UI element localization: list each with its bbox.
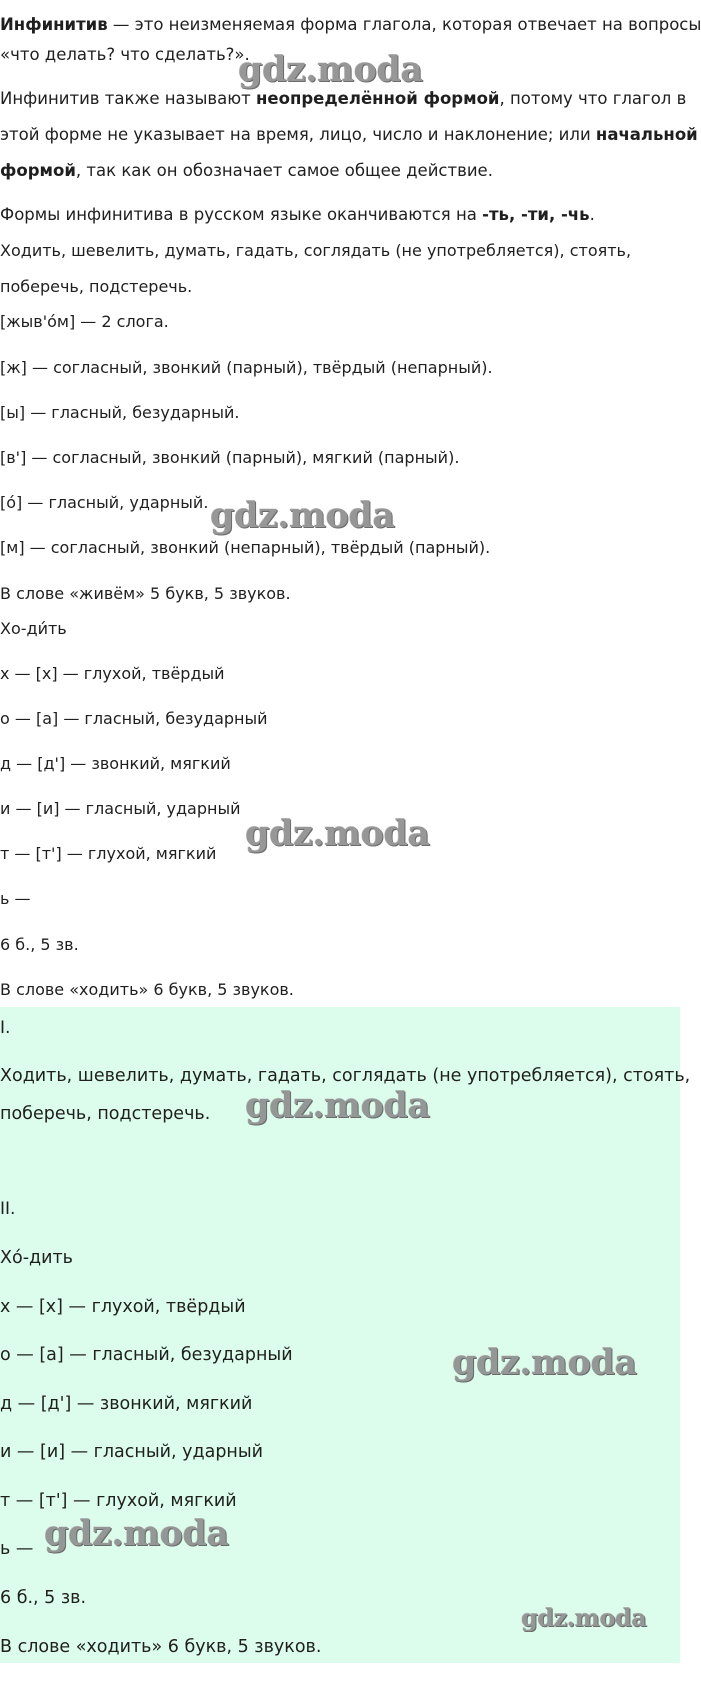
- heading-roman-1: I.: [0, 1018, 11, 1038]
- endings: -ть, -ти, -чь: [482, 205, 590, 224]
- term-indefinite-form: неопределённой формой: [256, 89, 500, 108]
- watermark: gdz.moda: [210, 495, 395, 536]
- watermark: gdz.moda: [44, 1513, 229, 1554]
- p2-text: , потому что глагол в: [499, 89, 687, 108]
- paragraph-2-line-3: [0, 163, 493, 180]
- p2-text: , так как он обозначает самое общее действие.: [75, 161, 493, 180]
- term-initial-b: формой: [0, 161, 76, 180]
- letter-line: и — [и] — гласный, ударный: [0, 1442, 264, 1462]
- verbs-line-1: Ходить, шевелить, думать, гадать, соглядать (не употребляется), стоять,: [0, 1066, 691, 1086]
- letter-line: о — [а] — гласный, безударный: [0, 709, 268, 728]
- letter-line: т — [т'] — глухой, мягкий: [0, 1491, 237, 1511]
- letter-line: х — [х] — глухой, твёрдый: [0, 664, 225, 683]
- verbs-line-2: поберечь, подстеречь.: [0, 1104, 211, 1124]
- count-line: 6 б., 5 зв.: [0, 1588, 87, 1608]
- letter-line: д — [д'] — звонкий, мягкий: [0, 1394, 253, 1414]
- watermark: gdz.moda: [238, 49, 423, 90]
- definition-line-2: «что делать? что сделать?».: [0, 45, 250, 64]
- sound-line: [ы] — гласный, безударный.: [0, 403, 240, 422]
- summary-line: В слове «живём» 5 букв, 5 звуков.: [0, 584, 291, 603]
- letter-line: х — [х] — глухой, твёрдый: [0, 1297, 246, 1317]
- sound-line: [о́] — гласный, ударный.: [0, 493, 209, 512]
- verbs-line-1: Ходить, шевелить, думать, гадать, соглядать (не употребляется), стоять,: [0, 241, 632, 260]
- verbs-line-2: поберечь, подстеречь.: [0, 277, 193, 296]
- term-initial-a: начальной: [595, 125, 698, 144]
- transcription: [жыв'о́м] — 2 слога.: [0, 312, 169, 331]
- definition-text: — это неизменяемая форма глагола, которая отвечает на вопросы: [107, 15, 701, 34]
- summary-line: В слове «ходить» 6 букв, 5 звуков.: [0, 1637, 322, 1657]
- heading-roman-2: II.: [0, 1199, 16, 1219]
- syllables: Хо́-дить: [0, 1248, 73, 1268]
- paragraph-3: [0, 207, 595, 224]
- watermark: gdz.moda: [521, 1603, 647, 1632]
- letter-line: о — [а] — гласный, безударный: [0, 1345, 293, 1365]
- paragraph-2-line-2: [0, 127, 698, 144]
- letter-line: и — [и] — гласный, ударный: [0, 799, 241, 818]
- summary-line: В слове «ходить» 6 букв, 5 звуков.: [0, 980, 294, 999]
- letter-line: д — [д'] — звонкий, мягкий: [0, 754, 231, 773]
- syllables: Хо-ди́ть: [0, 619, 67, 638]
- paragraph-2-line-1: [0, 91, 686, 108]
- letter-line: ь —: [0, 1539, 34, 1559]
- sound-line: [в'] — согласный, звонкий (парный), мягкий (парный).: [0, 448, 460, 467]
- watermark: gdz.moda: [245, 1085, 430, 1126]
- p3-text: .: [589, 205, 595, 224]
- p2-text: этой форме не указывает на время, лицо, число и наклонение; или: [0, 125, 596, 144]
- watermark: gdz.moda: [452, 1342, 637, 1383]
- watermark: gdz.moda: [245, 813, 430, 854]
- p3-text: Формы инфинитива в русском языке оканчиваются на: [0, 205, 483, 224]
- letter-line: т — [т'] — глухой, мягкий: [0, 844, 217, 863]
- definition-line-1: [0, 17, 701, 34]
- p2-text: Инфинитив также называют: [0, 89, 257, 108]
- sound-line: [м] — согласный, звонкий (непарный), твёрдый (парный).: [0, 538, 491, 557]
- count-line: 6 б., 5 зв.: [0, 935, 79, 954]
- sound-line: [ж] — согласный, звонкий (парный), твёрдый (непарный).: [0, 358, 493, 377]
- term-infinitive: Инфинитив: [0, 15, 108, 34]
- letter-line: ь —: [0, 889, 31, 908]
